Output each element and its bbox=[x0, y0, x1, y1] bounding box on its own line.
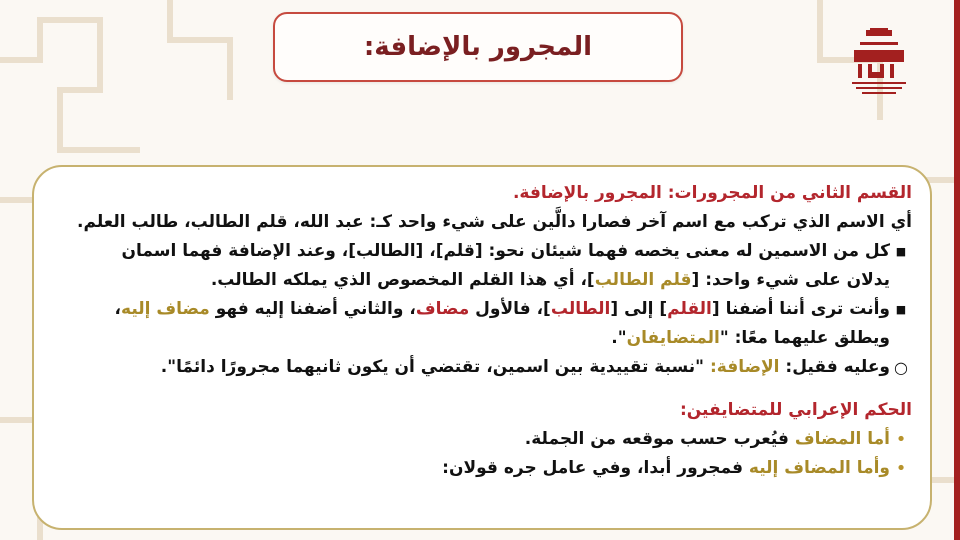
circle-bullet-icon: ○ bbox=[894, 358, 908, 377]
section-heading: القسم الثاني من المجرورات: المجرور بالإضافة. bbox=[512, 183, 912, 203]
bullet2-seg-a: وأنت ترى أننا أضفنا [ bbox=[711, 299, 890, 319]
term-qalam-altalib: قلم الطالب bbox=[594, 270, 692, 290]
point2-rest: فمجرور أبدا، وفي عامل جره قولان: bbox=[442, 458, 749, 478]
bullet2-seg-b: ] إلى [ bbox=[610, 299, 668, 319]
bullet2-seg-c: ]، فالأول bbox=[469, 299, 551, 319]
bullet2-line2-a: ويطلق عليهما معًا: " bbox=[719, 328, 890, 348]
term-almutadayifan: المتضايفان bbox=[626, 328, 720, 348]
ihkam-logo bbox=[848, 28, 910, 98]
term-mudaf: مضاف bbox=[415, 299, 470, 319]
bullet3-line bbox=[52, 353, 890, 382]
point1-line bbox=[52, 425, 890, 454]
definition-text: أي الاسم الذي تركب مع اسم آخر فصارا دالَّين على شيء واحد كـ: عبد الله، قلم الطالب، طالب العلم. bbox=[77, 212, 912, 232]
bullet1-line2-b: ]، أي هذا القلم المخصوص الذي يملكه الطالب. bbox=[210, 270, 595, 290]
bullet2-line2-b: ". bbox=[611, 328, 627, 348]
term-amma-almudaf: أما المضاف bbox=[794, 429, 890, 449]
bullet1-line2-a: يدلان على شيء واحد: [ bbox=[691, 270, 890, 290]
bullet-item-3 bbox=[52, 353, 912, 382]
term-alqalam: القلم bbox=[667, 299, 712, 319]
bullet-item-2 bbox=[52, 295, 912, 353]
bullet3-a: وعليه فقيل: bbox=[779, 357, 890, 377]
dot-bullet-icon: • bbox=[895, 429, 907, 450]
bullet1-line2 bbox=[52, 266, 890, 295]
bullet2-line1 bbox=[52, 295, 890, 324]
slide-title: المجرور بالإضافة: bbox=[363, 32, 593, 62]
bullet-item-1 bbox=[52, 237, 912, 295]
point1-rest: فيُعرب حسب موقعه من الجملة. bbox=[524, 429, 795, 449]
content-box bbox=[32, 165, 932, 530]
ruling-heading: الحكم الإعرابي للمتضايفين: bbox=[679, 400, 912, 420]
bullet2-line2 bbox=[52, 324, 890, 353]
bullet2-seg-d: ، والثاني أضفنا إليه فهو bbox=[209, 299, 416, 319]
dot-bullet-icon: • bbox=[895, 458, 907, 479]
bullet3-b: "نسبة تقييدية بين اسمين، تقتضي أن يكون ثانيهما مجرورًا دائمًا". bbox=[160, 357, 710, 377]
term-altalib: الطالب bbox=[550, 299, 611, 319]
title-box bbox=[273, 12, 683, 82]
ruling-point-1 bbox=[52, 425, 912, 454]
ruling-point-2 bbox=[52, 454, 912, 483]
point2-line bbox=[52, 454, 890, 483]
square-bullet-icon: ■ bbox=[895, 245, 907, 258]
term-wa-amma-almudaf-ilayh: وأما المضاف إليه bbox=[748, 458, 890, 478]
right-edge-bar bbox=[954, 0, 960, 540]
bullet2-seg-e: ، bbox=[114, 299, 122, 319]
square-bullet-icon: ■ bbox=[895, 303, 907, 316]
term-alidafa: الإضافة: bbox=[709, 357, 780, 377]
bullet1-line1: كل من الاسمين له معنى يخصه فهما شيئان نحو: [قلم]، [الطالب]، وعند الإضافة فهما اسمان bbox=[121, 241, 890, 261]
term-mudaf-ilayh: مضاف إليه bbox=[121, 299, 210, 319]
